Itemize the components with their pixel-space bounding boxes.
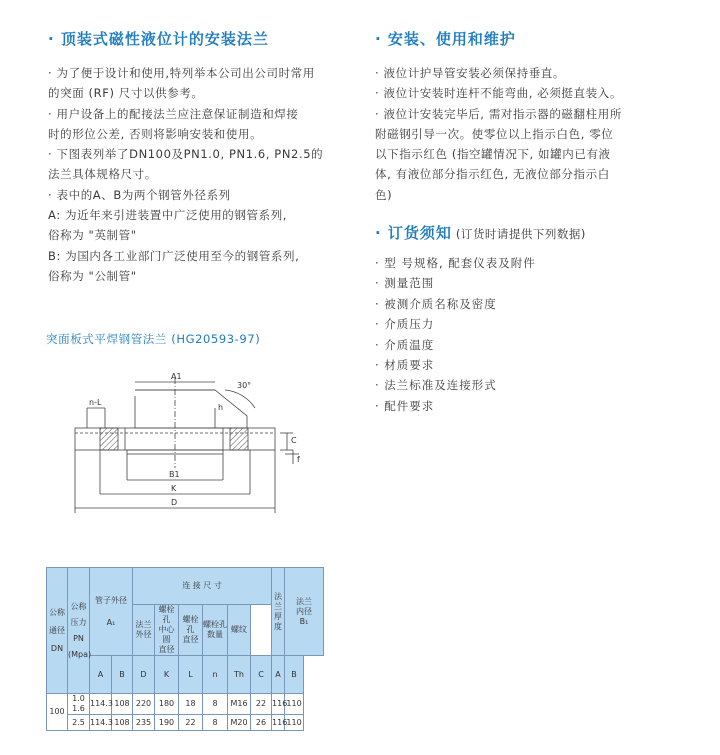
list-item: · 被测介质名称及密度 [375,296,497,311]
value-cell: 22 [251,694,272,715]
intro-line: 法兰具体规格尺寸。 [48,167,157,182]
code-cell: D [133,656,155,694]
install-line: 色) [375,187,393,202]
code-cell: B [112,656,133,694]
right-section-title-order: · 订货须知 (订货时请提供下列数据) [375,224,586,242]
install-line: 以下指示红色 (指空罐情况下, 如罐内已有液 [375,147,611,162]
dim-d-label: D [171,498,178,507]
value-cell: 190 [155,715,179,731]
value-cell: 8 [203,694,228,715]
header-pipe-od: 管子外径 A₁ [90,568,133,656]
list-item: · 测量范围 [375,276,435,291]
install-line: · 液位计安装完毕后, 需对指示器的磁翻柱用所 [375,106,622,121]
value-cell: 235 [133,715,155,731]
value-cell: M20 [228,715,251,731]
pn-cell: 2.5 [68,715,90,731]
flange-spec-table [46,567,324,731]
header-bolt-dia: 螺栓孔 直径 [179,605,203,656]
header-thickness: 法兰 厚度 [272,568,285,656]
value-cell: 26 [251,715,272,731]
intro-line: · 用户设备上的配接法兰应注意保证制造和焊接 [48,106,299,121]
install-line: · 液位计安装时连杆不能弯曲, 必须挺直装入。 [375,86,622,101]
value-cell: 114.3 [90,715,112,731]
header-inner-dia: 法兰 内径 B₁ [285,568,324,656]
list-item: · 法兰标准及连接形式 [375,378,497,393]
value-cell: 114.3 [90,694,112,715]
header-connection: 连 接 尺 寸 [133,568,272,605]
list-item: · 配件要求 [375,398,435,413]
value-cell: 110 [285,694,304,715]
intro-line: · 为了便于设计和使用,特列举本公司出公司时常用 [48,66,315,80]
dn-cell: 100 [47,694,68,731]
intro-line: 俗称为 "英制管" [48,228,137,243]
dim-nl-label: n-L [89,398,102,407]
pn-cell: 1.0 1.6 [68,694,90,715]
install-line: 附磁钢引导一次。使零位以上指示白色, 零位 [375,126,614,141]
intro-line: 俗称为 "公制管" [48,268,137,283]
value-cell: 22 [179,715,203,731]
left-section-title: · 顶装式磁性液位计的安装法兰 [48,30,269,48]
value-cell: 180 [155,694,179,715]
code-cell: C [251,656,272,694]
value-cell: 110 [285,715,304,731]
header-dn: 公称 通径 DN [47,568,68,694]
value-cell: 116 [272,715,285,731]
table-row [47,694,324,715]
value-cell: 18 [179,694,203,715]
dim-f-label: f [297,455,300,464]
code-cell: K [155,656,179,694]
header-bolt-qty: 螺栓孔 数量 [203,605,228,656]
value-cell: M16 [228,694,251,715]
list-item: · 介质温度 [375,337,435,352]
dim-angle-label: 30° [237,381,252,390]
value-cell: 108 [112,694,133,715]
list-item: · 材质要求 [375,358,435,373]
value-cell: 116 [272,694,285,715]
intro-line: 时的形位公差, 否则将影响安装和使用。 [48,126,263,141]
right-section-title-install: · 安装、使用和维护 [375,30,516,48]
code-cell: L [179,656,203,694]
intro-line: · 表中的A、B为两个钢管外径系列 [48,187,231,202]
install-paragraph [375,63,622,205]
intro-line: A: 为近年来引进装置中广泛使用的钢管系列, [48,208,288,223]
code-cell: Th [228,656,251,694]
table-row [47,715,324,731]
install-line: 体, 有液位部分指示红色, 无液位部分指示白 [375,167,610,182]
header-flange-od: 法兰 外径 [133,605,155,656]
list-item: · 型 号规格, 配套仪表及附件 [375,256,536,270]
list-item: · 介质压力 [375,317,435,332]
value-cell: 8 [203,715,228,731]
code-cell: n [203,656,228,694]
header-bolt-circle: 螺栓孔 中心圆 直径 [155,605,179,656]
intro-line: B: 为国内各工业部门广泛使用至今的钢管系列, [48,248,300,263]
intro-line: · 下图表列举了DN100及PN1.0, PN1.6, PN2.5的 [48,147,324,162]
flange-drawing [65,368,335,518]
dim-k-label: K [171,484,177,493]
code-cell: B [285,656,304,694]
install-line: · 液位计护导管安装必须保持垂直。 [375,66,566,80]
intro-paragraph [48,63,323,286]
dim-b1-label: B1 [169,470,180,479]
value-cell: 108 [112,715,133,731]
dim-a1-label: A1 [171,372,182,381]
header-thread: 螺纹 [228,605,251,656]
figure-title: 突面板式平焊钢管法兰 (HG20593-97) [46,332,261,346]
order-list [375,253,536,416]
code-cell: A [272,656,285,694]
dim-h-label: h [218,403,224,412]
value-cell: 220 [133,694,155,715]
code-cell: A [90,656,112,694]
header-pn: 公称 压力 PN (Mpa) [68,568,90,694]
dim-c-label: C [291,436,297,445]
intro-line: 的突面 (RF) 尺寸以供参考。 [48,86,204,101]
